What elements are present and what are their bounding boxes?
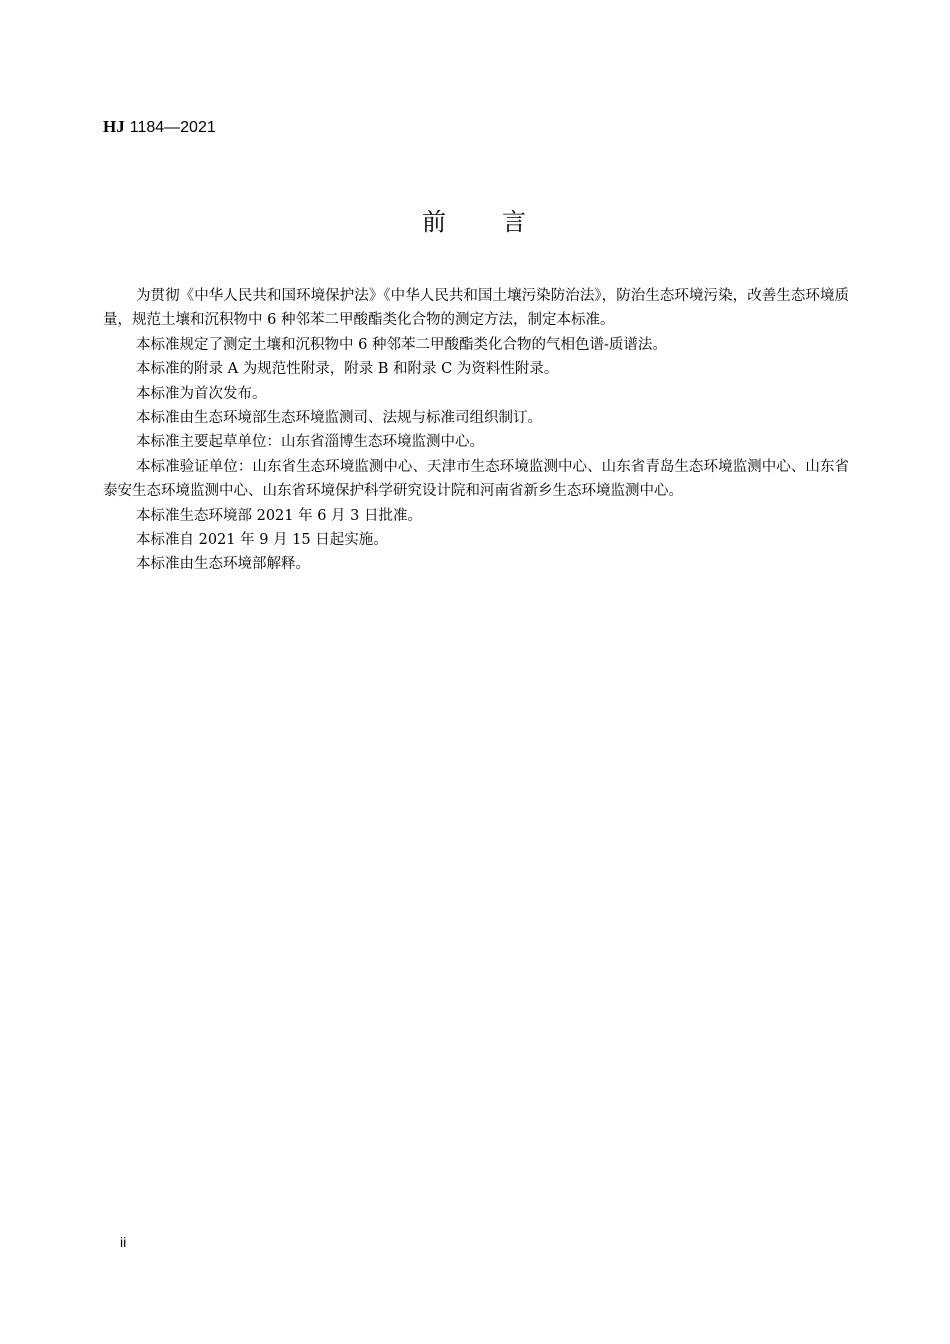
paragraph-first-release: 本标准为首次发布。 bbox=[136, 385, 267, 402]
foreword-body bbox=[103, 284, 849, 577]
paragraph-interpretation: 本标准由生态环境部解释。 bbox=[136, 556, 310, 573]
document-header bbox=[103, 117, 216, 138]
paragraph-drafter: 本标准主要起草单位：山东省淄博生态环境监测中心。 bbox=[136, 434, 484, 451]
page-number: ii bbox=[120, 1234, 127, 1250]
paragraph-verifiers: 本标准验证单位：山东省生态环境监测中心、天津市生态环境监测中心、山东省青岛生态环境监测中心、山东省泰安生态环境监测中心、山东省环境保护科学研究设计院和河南省新乡生态环境监测中心。 bbox=[103, 458, 849, 500]
standard-code: HJ bbox=[103, 117, 125, 136]
paragraph-effective-date: 本标准自 2021 年 9 月 15 日起实施。 bbox=[136, 532, 388, 549]
paragraph-organizer: 本标准由生态环境部生态环境监测司、法规与标准司组织制订。 bbox=[136, 410, 542, 427]
title-part-2: 言 bbox=[502, 208, 528, 236]
standard-number: 1184—2021 bbox=[129, 119, 216, 136]
paragraph-appendix: 本标准的附录 A 为规范性附录，附录 B 和附录 C 为资料性附录。 bbox=[136, 361, 559, 378]
title-part-1: 前 bbox=[422, 208, 448, 236]
paragraph-approval-date: 本标准生态环境部 2021 年 6 月 3 日批准。 bbox=[136, 507, 423, 524]
paragraph-purpose: 为贯彻《中华人民共和国环境保护法》《中华人民共和国土壤污染防治法》，防治生态环境污染，改善生态环境质量，规范土壤和沉积物中 6 种邻苯二甲酸酯类化合物的测定方法，制定本标准。 bbox=[103, 288, 849, 329]
paragraph-scope: 本标准规定了测定土壤和沉积物中 6 种邻苯二甲酸酯类化合物的气相色谱-质谱法。 bbox=[136, 336, 667, 353]
page-title bbox=[0, 206, 950, 238]
